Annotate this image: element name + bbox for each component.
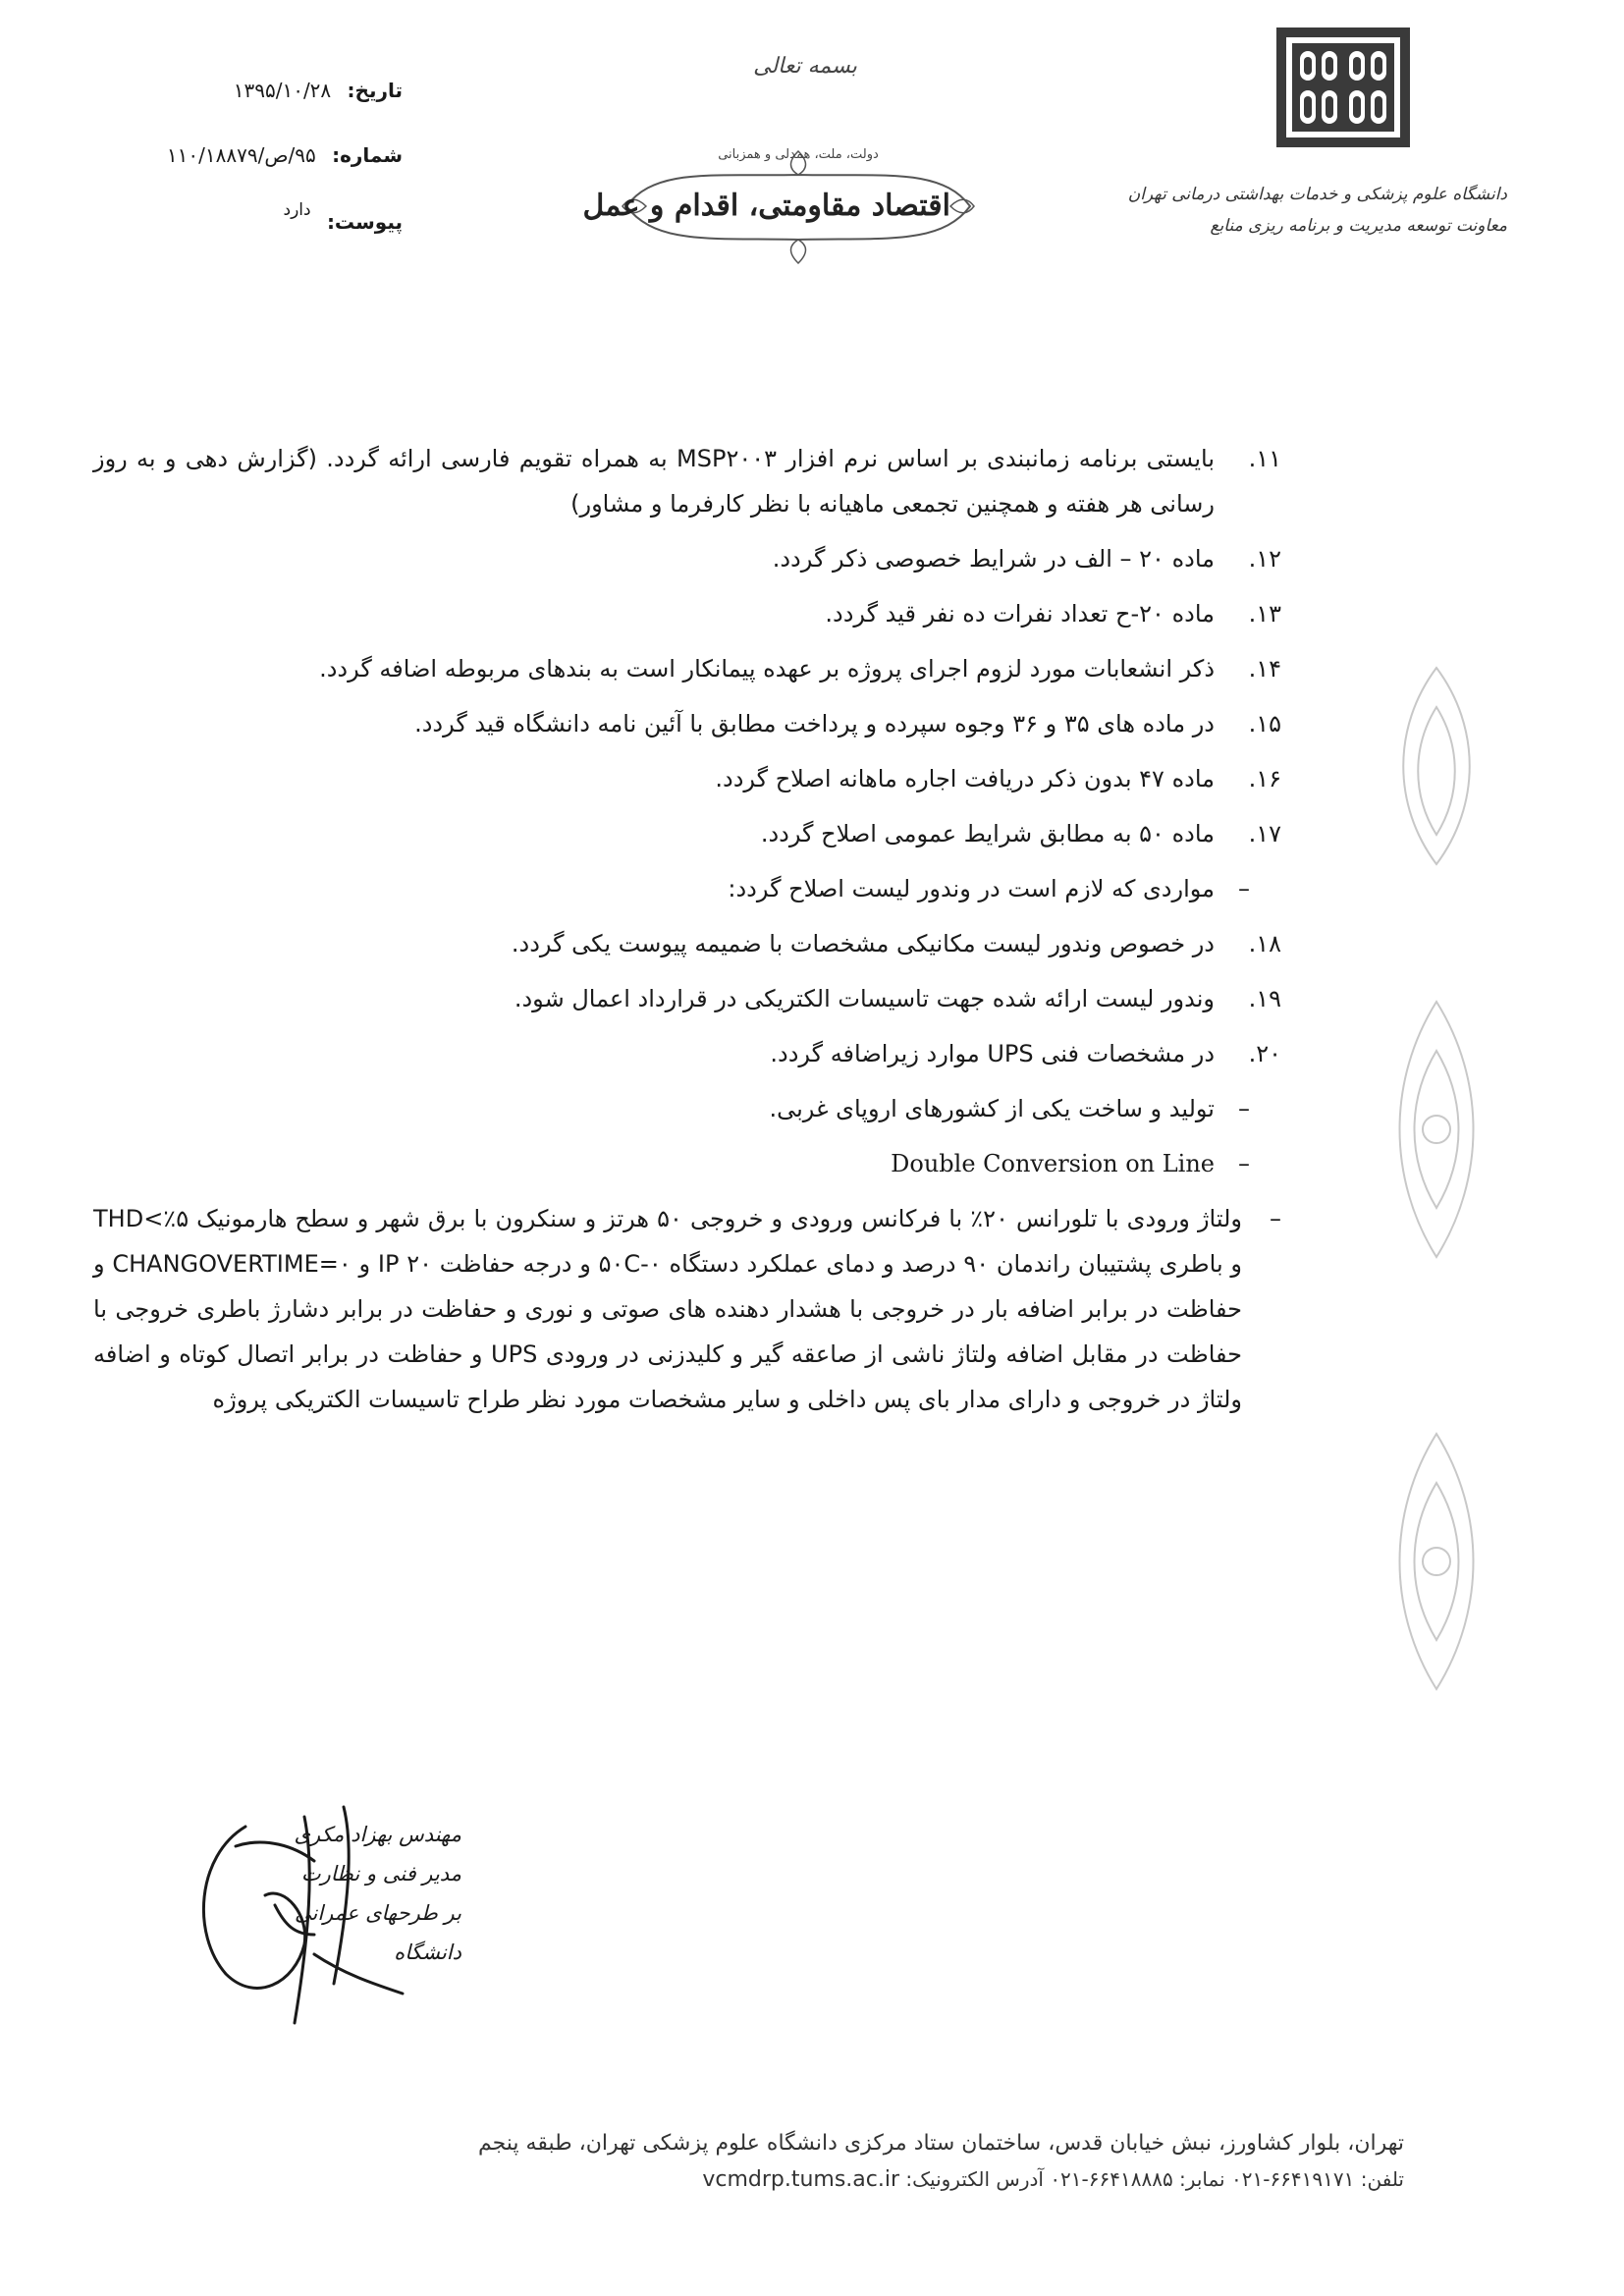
signatory-department: بر طرحهای عمرانی دانشگاه	[294, 1901, 461, 1964]
list-item	[93, 701, 1281, 746]
footer-contact	[344, 2161, 1404, 2198]
list-item	[93, 591, 1281, 636]
item-number: ۱۲.	[1248, 545, 1281, 573]
item-number: ۱۶.	[1248, 765, 1281, 793]
ups-bullet	[93, 1086, 1281, 1131]
list-item	[93, 536, 1281, 581]
footer-phones: تلفن: ۶۶۴۱۹۱۷۱-۰۲۱ نمابر: ۶۶۴۱۸۸۸۵-۰۲۱ آدرس الکترونیک:	[905, 2167, 1404, 2191]
letter-footer	[344, 2126, 1404, 2198]
ups-bullet	[93, 1196, 1281, 1422]
item-number: ۱۵.	[1248, 710, 1281, 738]
list-item	[93, 976, 1281, 1021]
footer-website: vcmdrp.tums.ac.ir	[702, 2167, 900, 2192]
list-item	[93, 1031, 1281, 1076]
decorative-border	[1373, 648, 1500, 1797]
item-text: بایستی برنامه زمانبندی بر اساس نرم افزار MSP۲۰۰۳ به همراه تقویم فارسی ارائه گردد. (گزارش دهی و به روز رسانی هر هفته و همچنین تجمعی ماهیانه با نظر کارفرما و مشاور)	[93, 445, 1215, 518]
university-name	[1127, 179, 1507, 242]
bullet-text: تولید و ساخت یکی از کشورهای اروپای غربی.	[769, 1095, 1215, 1122]
item-text: در ماده های ۳۵ و ۳۶ وجوه سپرده و پرداخت مطابق با آئین نامه دانشگاه قید گردد.	[414, 710, 1215, 738]
attachment-row	[283, 200, 404, 234]
date-row	[234, 79, 403, 102]
note-text: مواردی که لازم است در وندور لیست اصلاح گردد:	[728, 875, 1215, 902]
list-item	[93, 756, 1281, 801]
item-text: ماده ۵۰ به مطابق شرایط عمومی اصلاح گردد.	[760, 820, 1215, 847]
item-number: ۱۹.	[1248, 985, 1281, 1012]
university-logo	[1274, 26, 1412, 149]
number-value: ۹۵/ص/۱۱۰/۱۸۸۷۹	[166, 143, 316, 167]
list-item	[93, 921, 1281, 966]
item-text: ماده ۲۰ – الف در شرایط خصوصی ذکر گردد.	[772, 545, 1215, 573]
item-number: ۱۷.	[1248, 820, 1281, 847]
attachment-label: پیوست:	[326, 210, 403, 234]
signatory-title: مدیر فنی و نظارت	[300, 1862, 461, 1886]
signatory-name: مهندس بهزاد مکری	[294, 1823, 461, 1846]
list-item	[93, 436, 1281, 526]
slogan-caption: دولت، ملت، همدلی و همزبانی	[718, 147, 879, 162]
slogan-emblem	[582, 147, 980, 265]
item-text: در خصوص وندور لیست مکانیکی مشخصات با ضمیمه پیوست یکی گردد.	[511, 930, 1215, 957]
dash-marker: –	[1238, 875, 1250, 902]
item-text: وندور لیست ارائه شده جهت تاسیسات الکتریکی در قرارداد اعمال شود.	[514, 985, 1215, 1012]
date-label: تاریخ:	[347, 79, 403, 102]
date-value: ۱۳۹۵/۱۰/۲۸	[233, 79, 332, 102]
item-text: ذکر انشعابات مورد لزوم اجرای پروژه بر عهده پیمانکار است به بندهای مربوطه اضافه گردد.	[319, 655, 1215, 683]
item-number: ۱۴.	[1248, 655, 1281, 683]
item-number: ۱۳.	[1248, 600, 1281, 628]
item-text: ماده ۲۰-ح تعداد نفرات ده نفر قید گردد.	[825, 600, 1215, 628]
university-line-1: دانشگاه علوم پزشکی و خدمات بهداشتی درمانی تهران	[1127, 185, 1507, 204]
bullet-text: Double Conversion on Line	[891, 1150, 1215, 1177]
bismillah-heading: بسمه تعالی	[753, 54, 857, 79]
list-item	[93, 646, 1281, 691]
slogan-text: اقتصاد مقاومتی، اقدام و عمل	[582, 189, 950, 223]
dash-marker: –	[1270, 1205, 1281, 1232]
letter-body	[93, 436, 1281, 1432]
item-number: ۲۰.	[1248, 1040, 1281, 1067]
dash-marker: –	[1238, 1095, 1250, 1122]
signatory-block	[285, 1815, 461, 1972]
number-row	[167, 143, 403, 167]
item-text: ماده ۴۷ بدون ذکر دریافت اجاره ماهانه اصلاح گردد.	[715, 765, 1215, 793]
dash-marker: –	[1238, 1150, 1250, 1177]
item-number: ۱۱.	[1248, 445, 1281, 472]
item-number: ۱۸.	[1248, 930, 1281, 957]
ups-bullet	[93, 1141, 1281, 1186]
item-text: در مشخصات فنی UPS موارد زیراضافه گردد.	[770, 1040, 1215, 1067]
vendor-list-note	[93, 866, 1281, 911]
list-item	[93, 811, 1281, 856]
number-label: شماره:	[332, 143, 403, 167]
university-line-2: معاونت توسعه مدیریت و برنامه ریزی منابع	[1210, 216, 1507, 236]
footer-address: تهران، بلوار کشاورز، نبش خیابان قدس، ساختمان ستاد مرکزی دانشگاه علوم پزشکی تهران، طبقه پنجم	[477, 2131, 1404, 2156]
bullet-text: ولتاژ ورودی با تلورانس ۲۰٪ با فرکانس ورودی و خروجی ۵۰ هرتز و سنکرون با برق شهر و سطح هارمونیک THD<٪۵ و باطری پشتیبان راندمان ۹۰ درصد و دمای عملکرد دستگاه ۵۰C-۰ و درجه حفاظت IP ۲۰ و CHANGOVERTIME=۰ و حفاظت در برابر اضافه بار در خروجی با هشدار دهنده های صوتی و نوری و حفاظت در برابر دشارژ باطری خروجی با حفاظت در مقابل اضافه ولتاژ ناشی از صاعقه گیر و کلیدزنی در ورودی UPS و حفاظت در برابر اتصال کوتاه و اضافه ولتاژ در خروجی و دارای مدار بای پس داخلی و سایر مشخصات مورد نظر طراح تاسیسات الکتریکی پروژه	[93, 1205, 1243, 1413]
attachment-value: دارد	[283, 200, 311, 220]
